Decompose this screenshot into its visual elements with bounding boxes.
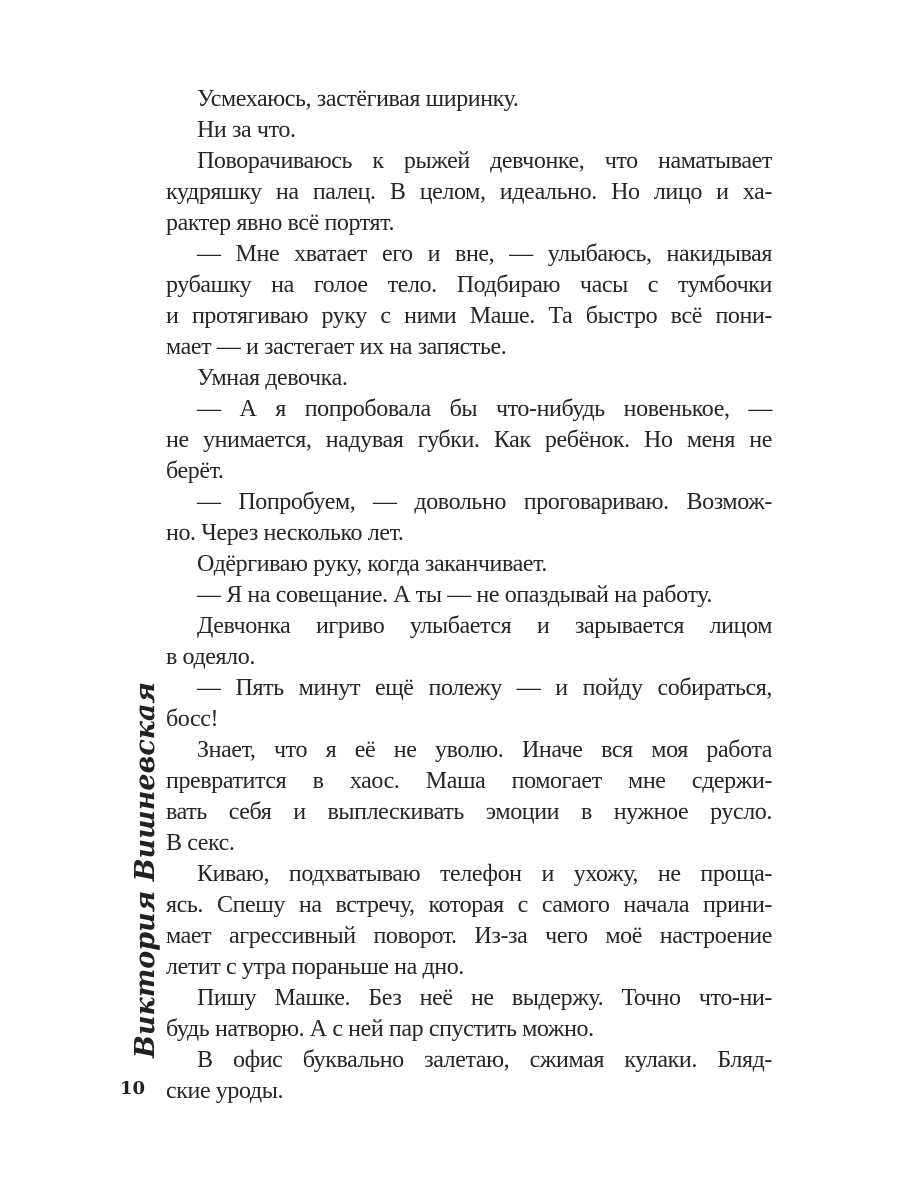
text-line: Умная девочка. [197,365,348,391]
text-line: Поворачиваюсь к рыжей девчонке, что наматывает [197,148,772,174]
text-line: — Мне хватает его и вне, — улыбаюсь, накидывая [197,241,772,267]
text-line: — Пять минут ещё полежу — и пойду собираться, [197,675,772,701]
paragraph [166,239,772,363]
text-line: Киваю, подхватываю телефон и ухожу, не проща- [197,861,772,887]
paragraph [166,394,772,487]
text-line: — А я попробовала бы что-нибудь новенькое, — [197,396,772,422]
text-line: В секс. [166,830,235,856]
text-line: Одёргиваю руку, когда заканчивает. [197,551,547,577]
text-line: и протягиваю руку с ними Маше. Та быстро всё пони- [166,303,772,329]
paragraph [166,735,772,859]
paragraph [166,1045,772,1107]
text-line: но. Через несколько лет. [166,520,404,546]
text-line: ские уроды. [166,1078,284,1104]
text-line: босс! [166,706,219,732]
paragraph [166,580,772,611]
text-line: Ни за что. [197,117,296,143]
text-line: летит с утра пораньше на дно. [166,954,464,980]
paragraph [166,363,772,394]
text-line: в одеяло. [166,644,255,670]
text-line: мает — и застегает их на запястье. [166,334,507,360]
paragraph [166,611,772,673]
text-line: Усмехаюсь, застёгивая ширинку. [197,86,519,112]
paragraph [166,487,772,549]
paragraph [166,859,772,983]
text-line: — Я на совещание. А ты — не опаздывай на работу. [197,582,712,608]
text-line: Девчонка игриво улыбается и зарывается лицом [197,613,772,639]
paragraph [166,673,772,735]
text-line: ясь. Спешу на встречу, которая с самого начала прини- [166,892,772,918]
body-text [166,84,772,1107]
text-line: рактер явно всё портят. [166,210,395,236]
paragraph [166,983,772,1045]
text-line: — Попробуем, — довольно проговариваю. Возмож- [197,489,772,515]
text-line: мает агрессивный поворот. Из-за чего моё настроение [166,923,772,949]
text-line: берёт. [166,458,224,484]
text-line: превратится в хаос. Маша помогает мне сдержи- [166,768,772,794]
paragraph [166,84,772,115]
text-line: вать себя и выплескивать эмоции в нужное русло. [166,799,772,825]
paragraph [166,549,772,580]
text-line: рубашку на голое тело. Подбираю часы с тумбочки [166,272,772,298]
paragraph [166,115,772,146]
text-line: Пишу Машке. Без неё не выдержу. Точно что-ни- [197,985,772,1011]
paragraph [166,146,772,239]
text-line: не унимается, надувая губки. Как ребёнок. Но меня не [166,427,772,453]
running-head-author: Виктория Вишневская [130,681,161,1058]
text-line: Знает, что я её не уволю. Иначе вся моя работа [197,737,772,763]
page-number: 10 [120,1078,146,1099]
text-line: кудряшку на палец. В целом, идеально. Но лицо и ха- [166,179,772,205]
text-line: будь натворю. А с ней пар спустить можно. [166,1016,594,1042]
text-line: В офис буквально залетаю, сжимая кулаки. Бляд- [197,1047,772,1073]
